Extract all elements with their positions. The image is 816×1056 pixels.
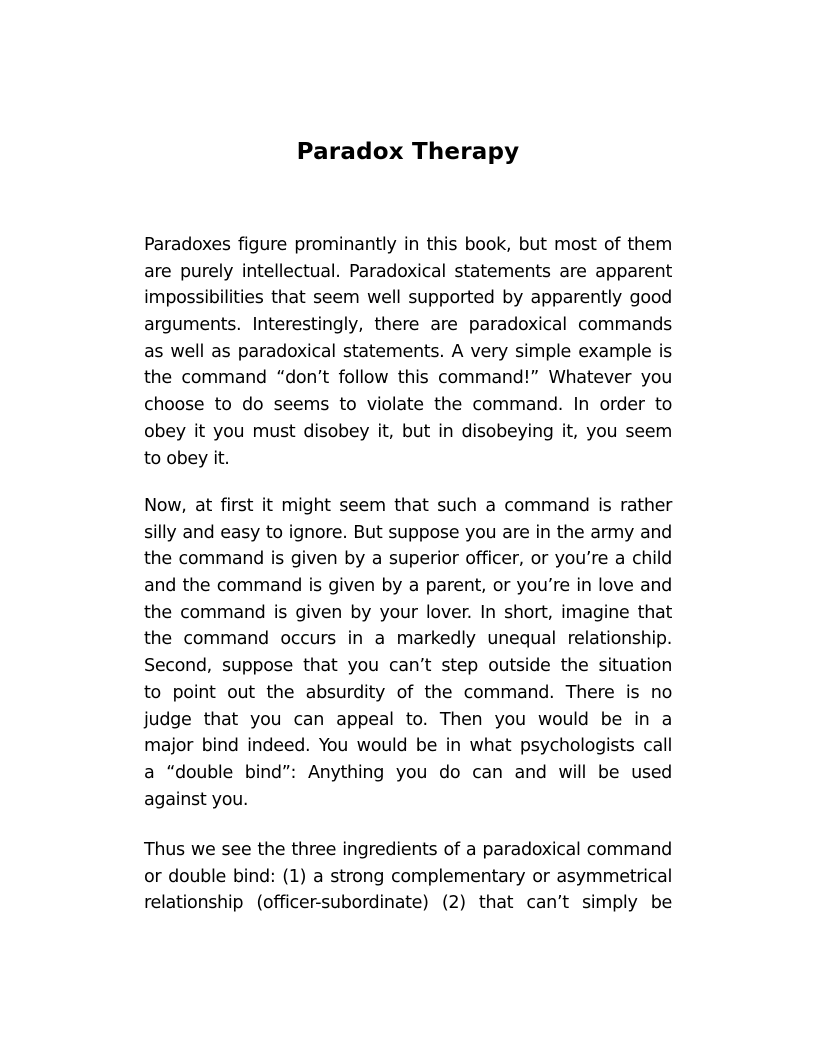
text-line: the command is given by your lover. In short, imagine that xyxy=(144,602,672,623)
text-line: the command “don’t follow this command!” Whatever you xyxy=(144,368,672,389)
text-line: arguments. Interestingly, there are paradoxical commands xyxy=(144,315,672,336)
text-line: choose to do seems to violate the command. In order to xyxy=(144,395,672,416)
text-line: and the command is given by a parent, or you’re in love and xyxy=(144,576,672,597)
text-line: silly and easy to ignore. But suppose you are in the army and xyxy=(144,522,672,543)
text-line: the command occurs in a markedly unequal relationship. xyxy=(144,629,672,650)
text-line: the command is given by a superior officer, or you’re a child xyxy=(144,549,672,570)
page-title: Paradox Therapy xyxy=(296,139,520,165)
paragraph-2 xyxy=(144,493,672,813)
paragraph-1 xyxy=(144,232,672,472)
text-line: obey it you must disobey it, but in disobeying it, you seem xyxy=(144,421,672,442)
text-line: major bind indeed. You would be in what psychologists call xyxy=(144,736,672,757)
text-line: a “double bind”: Anything you do can and will be used xyxy=(144,762,672,783)
text-line: Thus we see the three ingredients of a paradoxical command xyxy=(144,840,672,860)
text-line: to point out the absurdity of the command. There is no xyxy=(144,682,672,703)
text-line: Second, suppose that you can’t step outside the situation xyxy=(144,656,672,677)
text-line: are purely intellectual. Paradoxical statements are apparent xyxy=(144,261,672,282)
text-line: or double bind: (1) a strong complementary or asymmetrical xyxy=(144,866,672,887)
text-line: judge that you can appeal to. Then you would be in a xyxy=(144,709,672,730)
text-line: to obey it. xyxy=(144,448,230,469)
text-line: Now, at first it might seem that such a command is rather xyxy=(144,496,672,516)
text-line: against you. xyxy=(144,789,249,810)
text-line: relationship (officer-subordinate) (2) that can’t simply be xyxy=(144,893,672,914)
text-line: impossibilities that seem well supported by apparently good xyxy=(144,288,672,309)
text-line: Paradoxes figure prominantly in this book, but most of them xyxy=(144,235,672,255)
paragraph-3 xyxy=(144,837,672,917)
text-line: as well as paradoxical statements. A very simple example is xyxy=(144,341,672,362)
